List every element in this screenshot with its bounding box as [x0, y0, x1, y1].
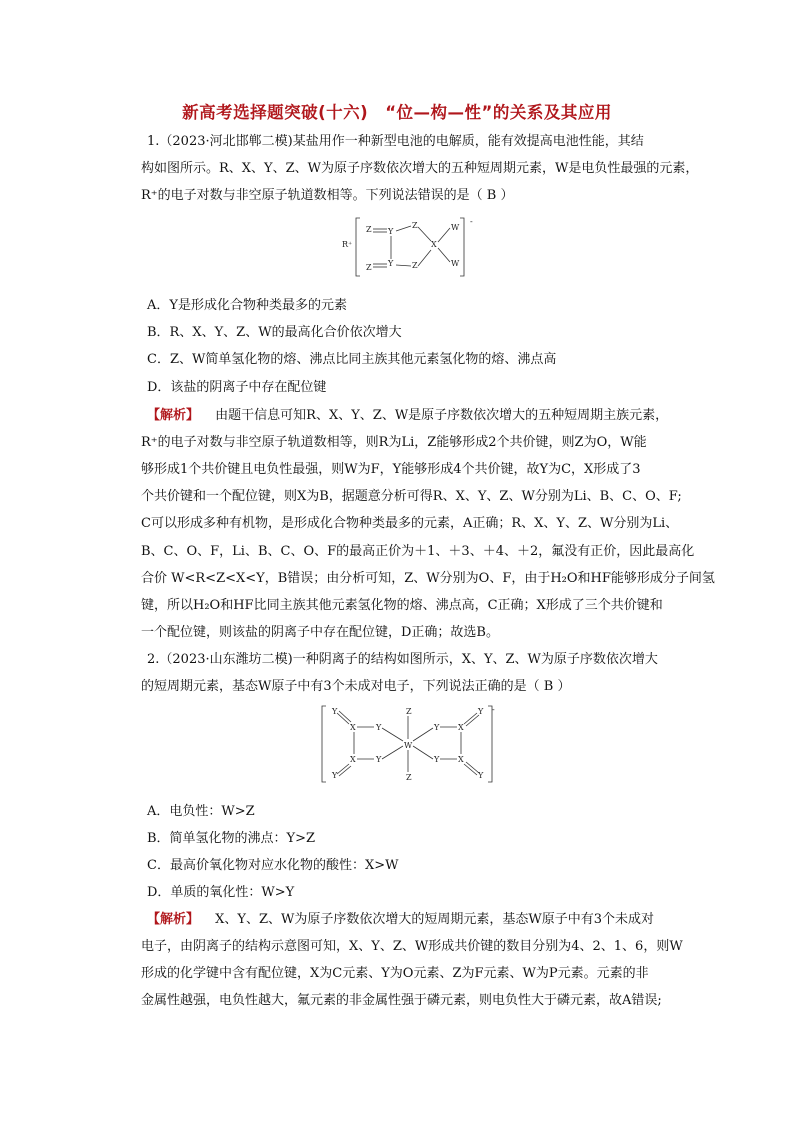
q1-analysis-tag: 【解析】 — [147, 408, 200, 423]
q2-line-1: 2.（2023·山东潍坊二模)一种阴离子的结构如图所示，X、Y、Z、W为原子序数依次增大 — [147, 652, 658, 667]
q2-fig-atom: Y — [434, 723, 440, 732]
q1-fig-atom: Z — [366, 263, 372, 272]
q2-analysis-text: X、Y、Z、W为原子序数依次增大的短周期元素，基态W原子中有3个未成对 — [215, 912, 655, 927]
q2-fig-atom: X — [350, 723, 356, 732]
q1-structure-figure — [340, 214, 480, 280]
q2-option-d: D．单质的氧化性：W>Y — [147, 885, 295, 900]
q1-analysis-line: 个共价键和一个配位键，则X为B，据题意分析可得R、X、Y、Z、W分别为Li、B、C、O、F; — [141, 489, 682, 504]
q2-fig-atom: Y — [376, 723, 382, 732]
q1-fig-atom: Y — [388, 259, 394, 268]
q1-fig-charge: - — [470, 217, 473, 226]
q2-fig-atom: Y — [478, 771, 484, 780]
q1-fig-atom: Z — [412, 221, 418, 230]
q2-analysis-first-line — [147, 908, 654, 927]
q1-analysis-line: 合价 W<R<Z<X<Y，B错误；由分析可知，Z、W分别为O、F，由于H₂O和HF能够形成分子间氢 — [141, 571, 715, 586]
q2-analysis-line: 金属性越强，电负性越大，氟元素的非金属性强于磷元素，则电负性大于磷元素，故A错误; — [141, 993, 662, 1008]
q1-analysis-line: C可以形成多种有机物，是形成化合物种类最多的元素，A正确；R、X、Y、Z、W分别为Li、 — [141, 516, 679, 531]
q1-fig-cation: R⁺ — [342, 240, 353, 249]
q2-fig-atom: Z — [406, 707, 412, 716]
q1-fig-atom: Y — [388, 227, 394, 236]
q1-analysis-line: 一个配位键，则该盐的阴离子中存在配位键，D正确；故选B。 — [141, 625, 499, 640]
q2-fig-atom: Y — [332, 707, 338, 716]
q1-analysis-first-line — [147, 404, 668, 423]
q1-analysis-line: B、C、O、F，Li、B、C、O、F的最高正价为＋1、＋3、＋4、＋2，氟没有正价，因此最高化 — [141, 544, 695, 559]
q1-option-d: D．该盐的阴离子中存在配位键 — [147, 380, 327, 395]
q2-fig-atom: X — [458, 755, 464, 764]
q1-fig-atom: Z — [412, 261, 418, 270]
q1-option-b: B．R、X、Y、Z、W的最高化合价依次增大 — [147, 325, 402, 340]
q1-line-1: 1.（2023·河北邯郸二模)某盐用作一种新型电池的电解质，能有效提高电池性能，其结 — [147, 134, 644, 149]
q2-structure-figure — [318, 704, 502, 784]
q1-option-a: A．Y是形成化合物种类最多的元素 — [147, 298, 347, 313]
q1-line-3: R⁺的电子对数与非空原子轨道数相等。下列说法错误的是（ B ） — [141, 188, 514, 203]
q1-analysis-line: R⁺的电子对数与非空原子轨道数相等，则R为Li，Z能够形成2个共价键，则Z为O，W能 — [141, 435, 647, 450]
q2-analysis-line: 电子，由阴离子的结构示意图可知，X、Y、Z、W形成共价键的数目分别为4、2、1、6，则W — [141, 939, 683, 954]
q2-option-b: B．简单氢化物的沸点：Y>Z — [147, 831, 316, 846]
q2-fig-charge: - — [492, 705, 495, 714]
q2-fig-atom: Y — [434, 755, 440, 764]
q1-analysis-text: 由题干信息可知R、X、Y、Z、W是原子序数依次增大的五种短周期主族元素， — [215, 408, 669, 423]
q2-fig-center: W — [404, 741, 413, 750]
q2-fig-atom: Y — [332, 771, 338, 780]
q2-option-c: C．最高价氧化物对应水化物的酸性：X>W — [147, 858, 399, 873]
q1-fig-atom: W — [451, 223, 460, 232]
q2-analysis-tag: 【解析】 — [147, 912, 200, 927]
q2-analysis-line: 形成的化学键中含有配位键，X为C元素、Y为O元素、Z为F元素、W为P元素。元素的非 — [141, 966, 649, 981]
q2-fig-atom: X — [458, 723, 464, 732]
page-title: 新高考选择题突破(十六) “位—构—性”的关系及其应用 — [182, 103, 612, 122]
q2-fig-atom: Z — [406, 773, 412, 782]
q1-fig-atom: X — [431, 240, 437, 249]
q1-option-c: C．Z、W简单氢化物的熔、沸点比同主族其他元素氢化物的熔、沸点高 — [147, 352, 557, 367]
q1-analysis-line: 键，所以H₂O和HF比同主族其他元素氢化物的熔、沸点高，C正确；X形成了三个共价键和 — [141, 598, 663, 613]
q2-fig-atom: Y — [478, 707, 484, 716]
q2-line-2: 的短周期元素，基态W原子中有3个未成对电子，下列说法正确的是（ B ） — [141, 679, 571, 694]
q1-fig-atom: W — [451, 259, 460, 268]
q2-fig-atom: X — [350, 755, 356, 764]
q1-analysis-line: 够形成1个共价键且电负性最强，则W为F，Y能够形成4个共价键，故Y为C，X形成了3 — [141, 462, 641, 477]
q2-option-a: A．电负性：W>Z — [147, 804, 255, 819]
q2-fig-atom: Y — [376, 755, 382, 764]
q1-fig-atom: Z — [366, 225, 372, 234]
q1-line-2: 构如图所示。R、X、Y、Z、W为原子序数依次增大的五种短周期元素，W是电负性最强的元素， — [141, 161, 699, 176]
